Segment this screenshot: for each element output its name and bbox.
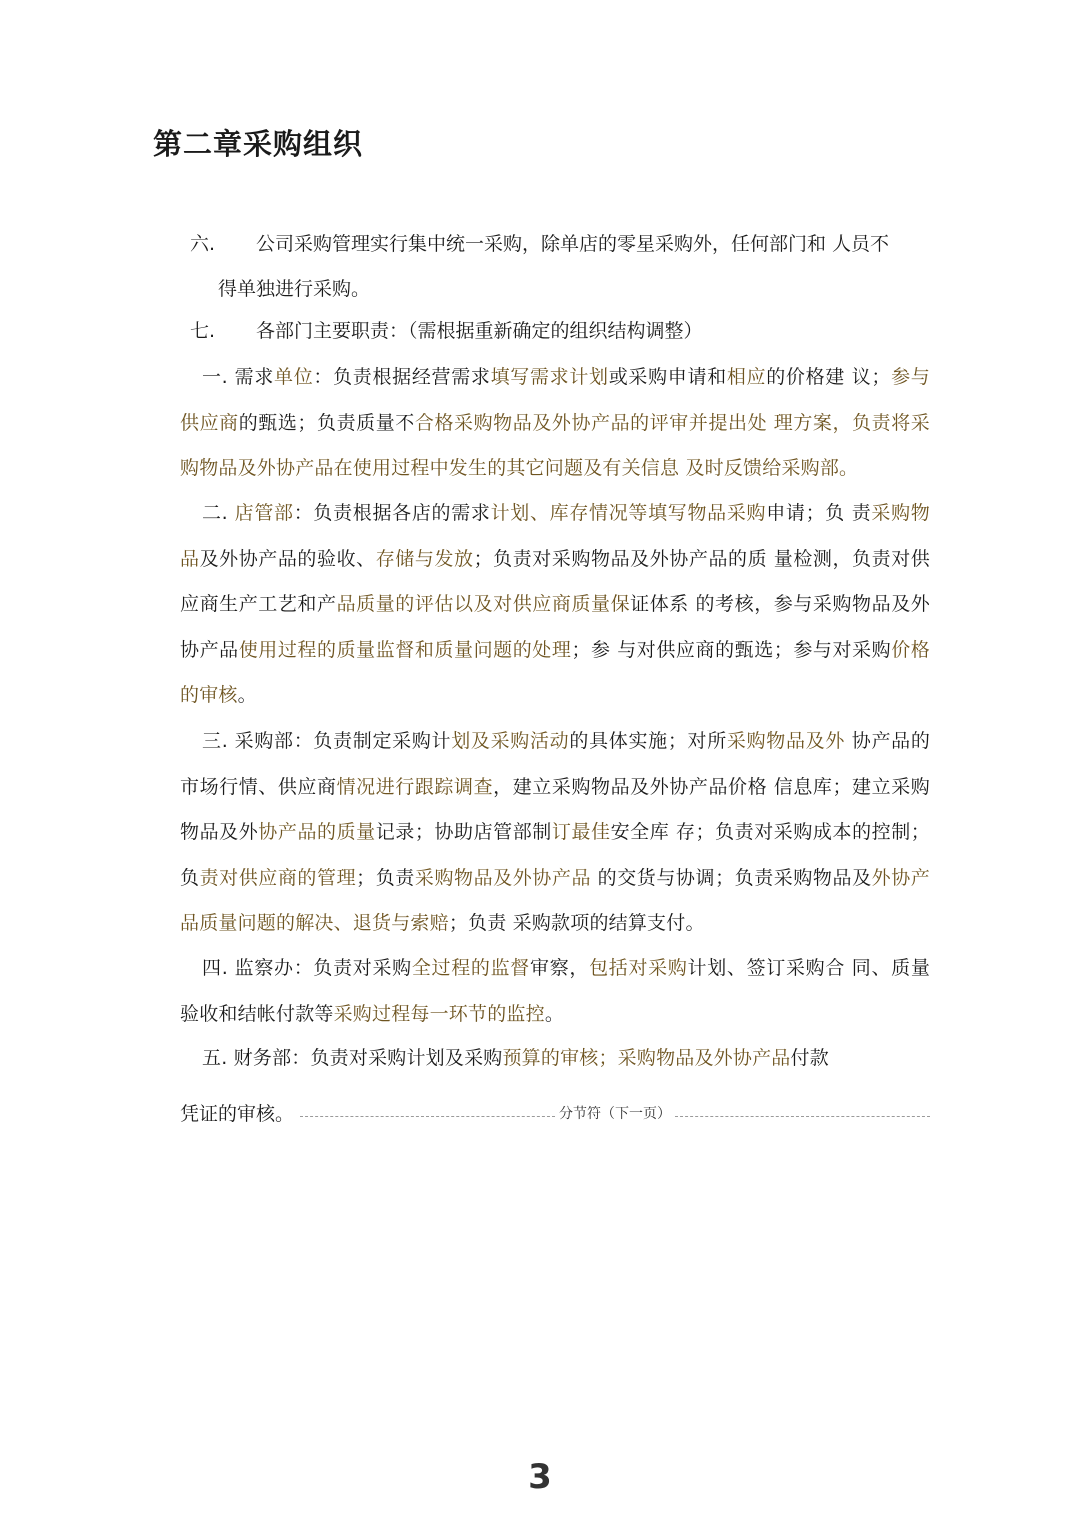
- paragraph-demand-unit: 一. 需求单位：负责根据经营需求填写需求计划或采购申请和相应的价格建 议；参与供应商的甄选；负责质量不合格采购物品及外协产品的评审并提出处 理方案，负责将采购物品及外协产品在使用过程中发生的其它问题及有关信息 及时反馈给采购部。: [180, 366, 930, 479]
- section-break-dash-right: [675, 1116, 930, 1117]
- paragraph-supervision-office: 四. 监察办：负责对采购全过程的监督审察，包括对采购计划、签订采购合 同、质量验收和结帐付款等采购过程每一环节的监控。: [180, 957, 931, 1025]
- chapter-title: 第二章采购组织: [153, 127, 364, 161]
- paragraph-store-dept: 二. 店管部：负责根据各店的需求计划、库存情况等填写物品采购申请；负 责采购物品及外协产品的验收、存储与发放；负责对采购物品及外协产品的质 量检测，负责对供应商生产工艺和产品质量的评估以及对供应商质量保证体系 的考核，参与采购物品及外协产品使用过程的质量监督和质量问题的处理；参 与对供应商的甄选；参与对采购价格的审核。: [180, 502, 930, 706]
- paragraph-purchase-dept: 三. 采购部：负责制定采购计划及采购活动的具体实施；对所采购物品及外 协产品的市场行情、供应商情况进行跟踪调查，建立采购物品及外协产品价格 信息库；建立采购物品及外协产品的质量记录；协助店管部制订最佳安全库 存；负责对采购成本的控制；负责对供应商的管理；负责采购物品及外协产品 的交货与协调；负责采购物品及外协产品质量问题的解决、退货与索赔；负责 采购款项的结算支付。: [180, 730, 931, 934]
- paragraph-tail: 凭证的审核。: [180, 1103, 295, 1125]
- list-text-line-1: 公司采购管理实行集中统一采购，除单店的零星采购外，任何部门和 人员不: [256, 233, 890, 255]
- list-text: 各部门主要职责：（需根据重新确定的组织结构调整）: [256, 320, 703, 342]
- list-number: 六.: [190, 233, 216, 255]
- section-break-line: [180, 1092, 930, 1136]
- page-number: 3: [528, 1457, 552, 1497]
- section-break-label: 分节符（下一页）: [559, 1106, 672, 1122]
- paragraph-finance-dept: 五. 财务部：负责对采购计划及采购预算的审核；采购物品及外协产品付款: [202, 1047, 829, 1069]
- list-number: 七.: [190, 320, 216, 342]
- list-text-line-2: 得单独进行采购。: [218, 278, 371, 300]
- section-break-dash-left: [300, 1116, 555, 1117]
